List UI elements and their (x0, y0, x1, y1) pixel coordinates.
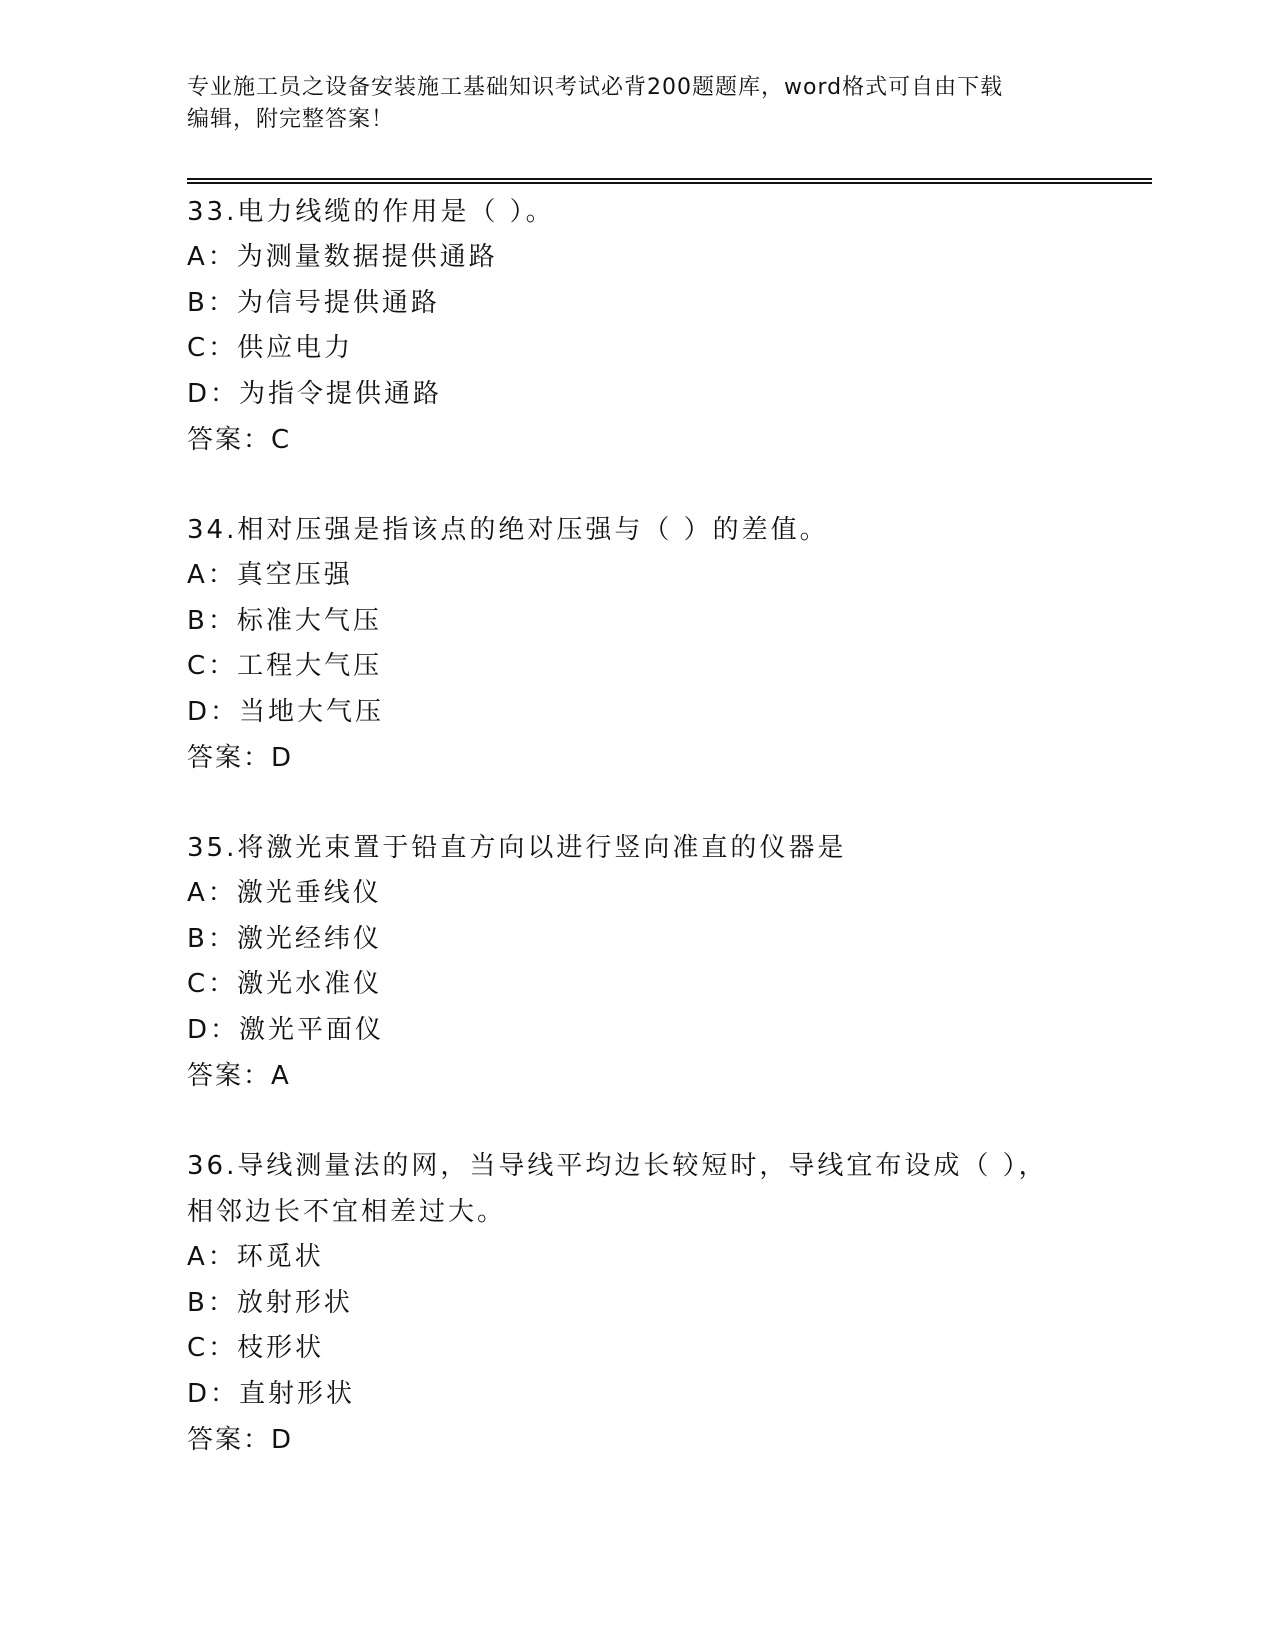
question-34 (187, 507, 1147, 781)
option-c: C：工程大气压 (187, 651, 383, 681)
question-stem: 33.电力线缆的作用是（ ）。 (187, 197, 555, 227)
header-title-line-2: 编辑，附完整答案！ (187, 107, 395, 132)
answer: 答案：D (187, 1425, 294, 1455)
document-header (187, 72, 1087, 136)
option-d: D：当地大气压 (187, 696, 385, 727)
option-b: B：标准大气压 (187, 605, 382, 636)
answer: 答案：A (187, 1061, 291, 1091)
question-35 (187, 825, 1147, 1099)
option-c: C：枝形状 (187, 1333, 325, 1363)
option-a: A：真空压强 (187, 560, 353, 590)
option-a: A：激光垂线仪 (187, 878, 382, 908)
header-divider-top (187, 178, 1152, 180)
option-b: B：激光经纬仪 (187, 923, 382, 954)
option-b: B：为信号提供通路 (187, 287, 440, 318)
question-stem-line-1: 36.导线测量法的网，当导线平均边长较短时，导线宜布设成（ ）， (187, 1151, 1048, 1181)
header-divider-bottom (187, 182, 1152, 184)
question-stem: 34.相对压强是指该点的绝对压强与（ ）的差值。 (187, 515, 829, 545)
option-c: C：供应电力 (187, 333, 354, 363)
option-d: D：直射形状 (187, 1378, 356, 1409)
question-stem: 35.将激光束置于铅直方向以进行竖向准直的仪器是 (187, 833, 847, 863)
option-c: C：激光水准仪 (187, 969, 383, 999)
answer: 答案：C (187, 425, 292, 455)
question-33 (187, 189, 1147, 463)
option-d: D：激光平面仪 (187, 1014, 385, 1045)
question-stem-line-2: 相邻边长不宜相差过大。 (187, 1197, 507, 1227)
question-list (187, 189, 1147, 1507)
option-a: A：为测量数据提供通路 (187, 242, 498, 272)
option-b: B：放射形状 (187, 1287, 353, 1318)
answer: 答案：D (187, 743, 294, 773)
question-36 (187, 1143, 1147, 1463)
option-a: A：环觅状 (187, 1242, 324, 1272)
option-d: D：为指令提供通路 (187, 378, 443, 409)
header-title-line-1: 专业施工员之设备安装施工基础知识考试必背200题题库，word格式可自由下载 (187, 75, 1004, 100)
